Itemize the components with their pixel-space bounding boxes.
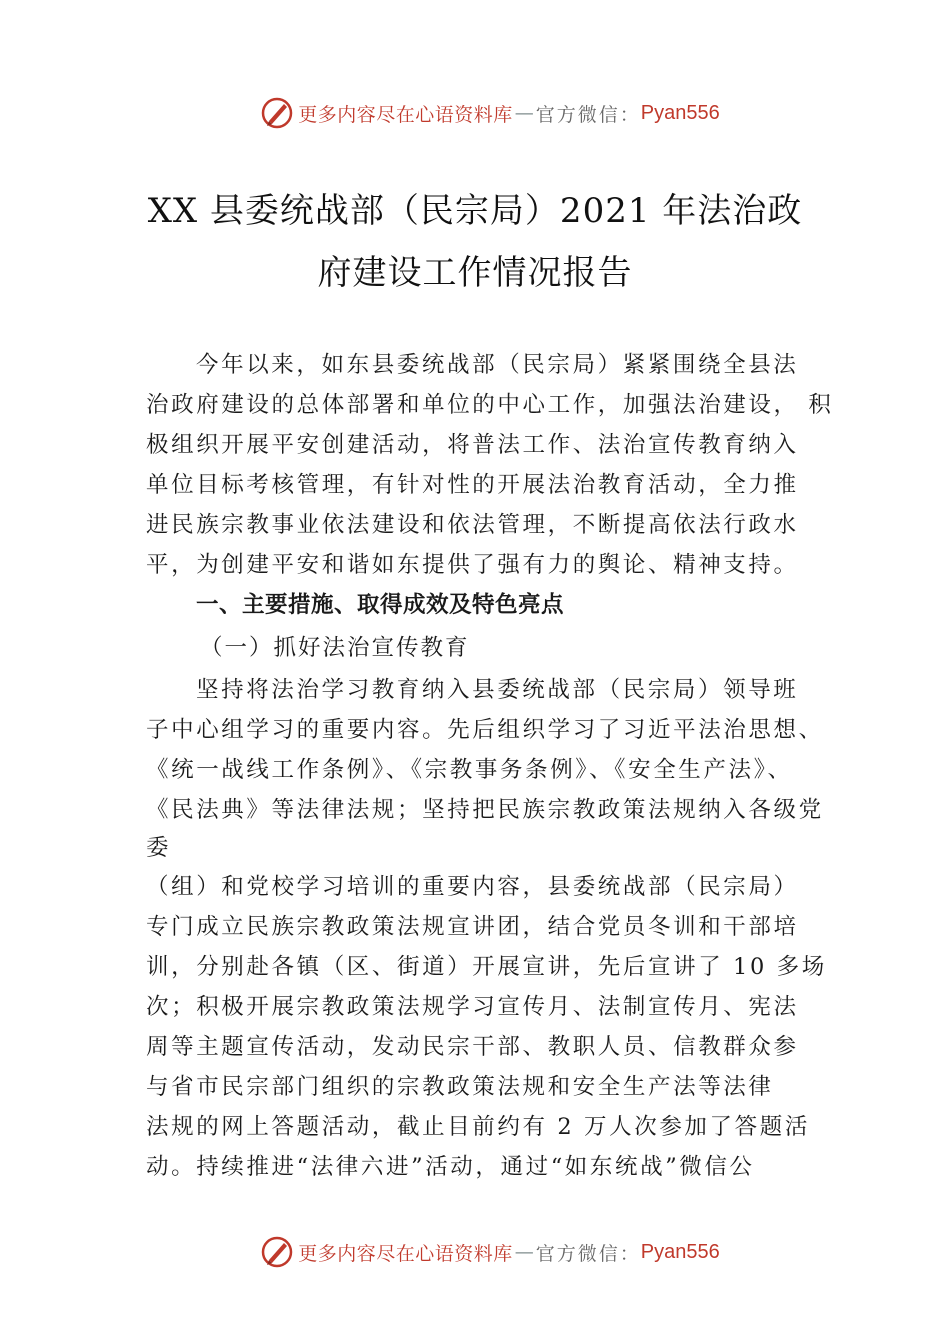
paragraph-line: 进民族宗教事业依法建设和依法管理，不断提高依法行政水: [146, 512, 799, 538]
paragraph-line: 《统一战线工作条例》、《宗教事务条例》、《安全生产法》、: [146, 757, 793, 783]
paragraph-line: 动。持续推进“法律六进”活动，通过“如东统战”微信公: [146, 1154, 755, 1180]
section-heading: 一、主要措施、取得成效及特色亮点: [196, 592, 565, 618]
watermark-red-text: 更多内容尽在心语资料库: [298, 103, 513, 126]
subsection-heading: （一）抓好法治宣传教育: [200, 635, 470, 661]
paragraph-line: 次；积极开展宗教政策法规学习宣传月、法制宣传月、宪法: [146, 994, 799, 1020]
paragraph-line: 平，为创建平安和谐如东提供了强有力的舆论、精神支持。: [146, 552, 799, 578]
paragraph-line: 极组织开展平安创建活动，将普法工作、法治宣传教育纳入: [146, 432, 799, 458]
watermark-footer: [0, 1232, 950, 1272]
watermark-header: [0, 93, 950, 133]
paragraph-line: 与省市民宗部门组织的宗教政策法规和安全生产法等法律: [146, 1074, 774, 1100]
watermark-red-text: 更多内容尽在心语资料库: [298, 1242, 513, 1265]
document-title: [0, 180, 950, 304]
pen-logo-icon: [260, 96, 294, 130]
paragraph-line: （组）和党校学习培训的重要内容，县委统战部（民宗局）: [146, 874, 799, 900]
watermark-gray-text: 官方微信：: [535, 1242, 641, 1265]
paragraph-line: 治政府建设的总体部署和单位的中心工作，加强法治建设， 积: [146, 392, 834, 418]
watermark-dash: —: [514, 102, 534, 124]
paragraph-line: 周等主题宣传活动，发动民宗干部、教职人员、信教群众参: [146, 1034, 799, 1060]
watermark-wechat-id: Pyan556: [640, 1240, 720, 1263]
watermark-gray-text: 官方微信：: [535, 103, 641, 126]
watermark-wechat-id: Pyan556: [640, 101, 720, 124]
paragraph-line: 委: [146, 835, 172, 861]
paragraph-line: 单位目标考核管理，有针对性的开展法治教育活动，全力推: [146, 472, 799, 498]
paragraph-line: 今年以来，如东县委统战部（民宗局）紧紧围绕全县法: [196, 352, 799, 378]
paragraph-line: 坚持将法治学习教育纳入县委统战部（民宗局）领导班: [196, 677, 799, 703]
paragraph-line: 专门成立民族宗教政策法规宣讲团，结合党员冬训和干部培: [146, 914, 799, 940]
title-line-2: 府建设工作情况报告: [317, 253, 633, 293]
paragraph-line: 《民法典》等法律法规；坚持把民族宗教政策法规纳入各级党: [146, 797, 824, 823]
paragraph-line: 训，分别赴各镇（区、街道）开展宣讲，先后宣讲了 10 多场: [146, 954, 827, 980]
paragraph-line: 子中心组学习的重要内容。先后组织学习了习近平法治思想、: [146, 717, 824, 743]
watermark-dash: —: [514, 1241, 534, 1263]
paragraph-line: 法规的网上答题活动，截止目前约有 2 万人次参加了答题活: [146, 1114, 810, 1140]
title-line-1: XX 县委统战部（民宗局）2021 年法治政: [147, 191, 803, 231]
pen-logo-icon: [260, 1235, 294, 1269]
